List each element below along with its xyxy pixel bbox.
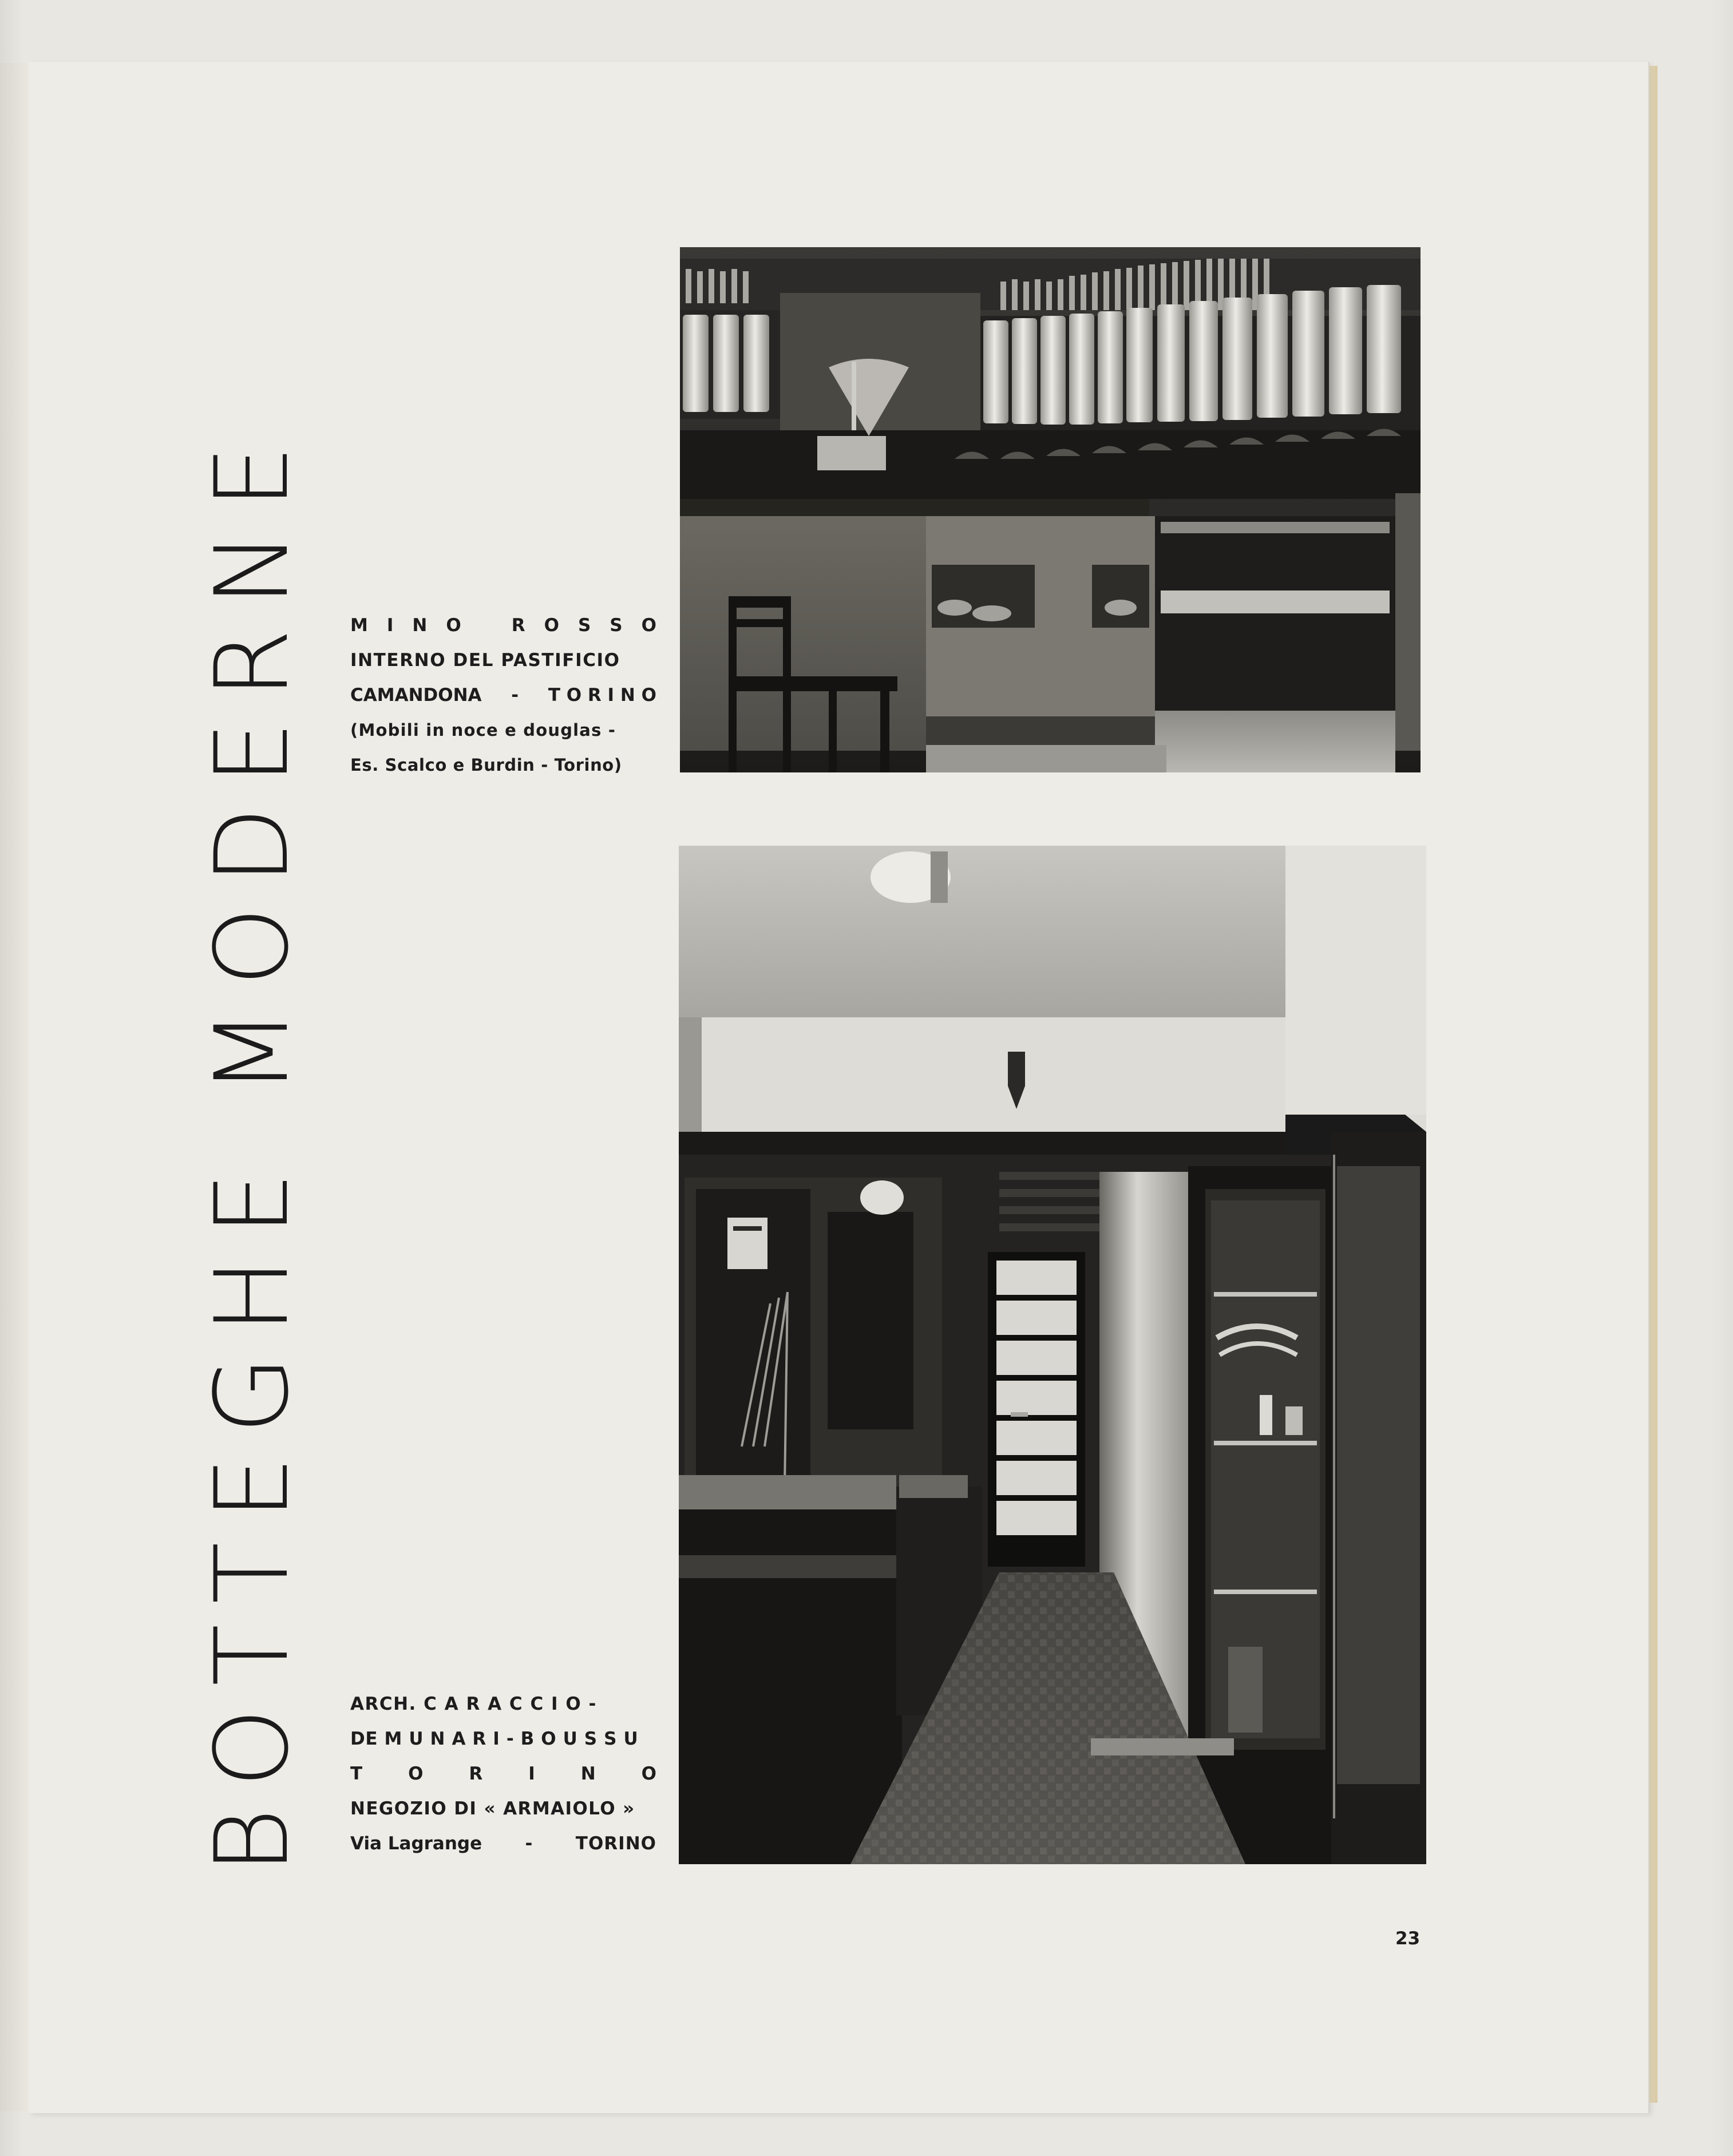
caption-letter: N [580, 1763, 596, 1784]
caption-city-line [350, 1757, 656, 1792]
caption-armaiolo [350, 1687, 656, 1861]
caption-location-line [350, 678, 656, 713]
caption-dash: - [511, 685, 519, 706]
caption-pastificio [350, 608, 656, 783]
caption-text: TORINO [575, 1833, 656, 1854]
caption-line: ARCH. C A R A C C I O - [350, 1694, 597, 1714]
caption-letter: I [386, 615, 394, 636]
page-number: 23 [1395, 1928, 1421, 1949]
caption-text: T O R I N O [548, 685, 656, 706]
caption-text: CAMANDONA [350, 685, 482, 706]
caption-letter: O [446, 615, 461, 636]
word-gap [480, 608, 493, 643]
caption-author-line [350, 608, 656, 643]
caption-letter: O [544, 615, 559, 636]
page-title: BOTTEGHE MODERNE [193, 423, 311, 1874]
caption-letter: O [641, 615, 656, 636]
caption-letter: O [408, 1763, 424, 1784]
caption-letter: R [511, 615, 525, 636]
caption-letter: I [528, 1763, 535, 1784]
caption-line: Es. Scalco e Burdin - Torino) [350, 755, 622, 775]
caption-line: NEGOZIO DI « ARMAIOLO » [350, 1798, 635, 1819]
previous-page-edge [0, 63, 31, 2111]
caption-letter: S [577, 615, 591, 636]
caption-letter: M [350, 615, 368, 636]
caption-letter: N [412, 615, 428, 636]
caption-line: (Mobili in noce e douglas - [350, 720, 616, 740]
caption-dash: - [525, 1833, 533, 1854]
page-right-edge [1648, 66, 1657, 2103]
caption-letter: T [350, 1763, 363, 1784]
pastificio-interior-photo [680, 247, 1421, 772]
caption-line: DE M U N A R I - B O U S S U [350, 1729, 639, 1749]
caption-line: INTERNO DEL PASTIFICIO [350, 650, 620, 671]
caption-letter: O [641, 1763, 656, 1784]
vertical-title-container [192, 237, 312, 1874]
caption-letter: S [610, 615, 623, 636]
armaiolo-shop-photo [679, 846, 1426, 1864]
caption-letter: R [469, 1763, 483, 1784]
caption-text: Via Lagrange [350, 1833, 482, 1854]
caption-address-line [350, 1826, 656, 1861]
